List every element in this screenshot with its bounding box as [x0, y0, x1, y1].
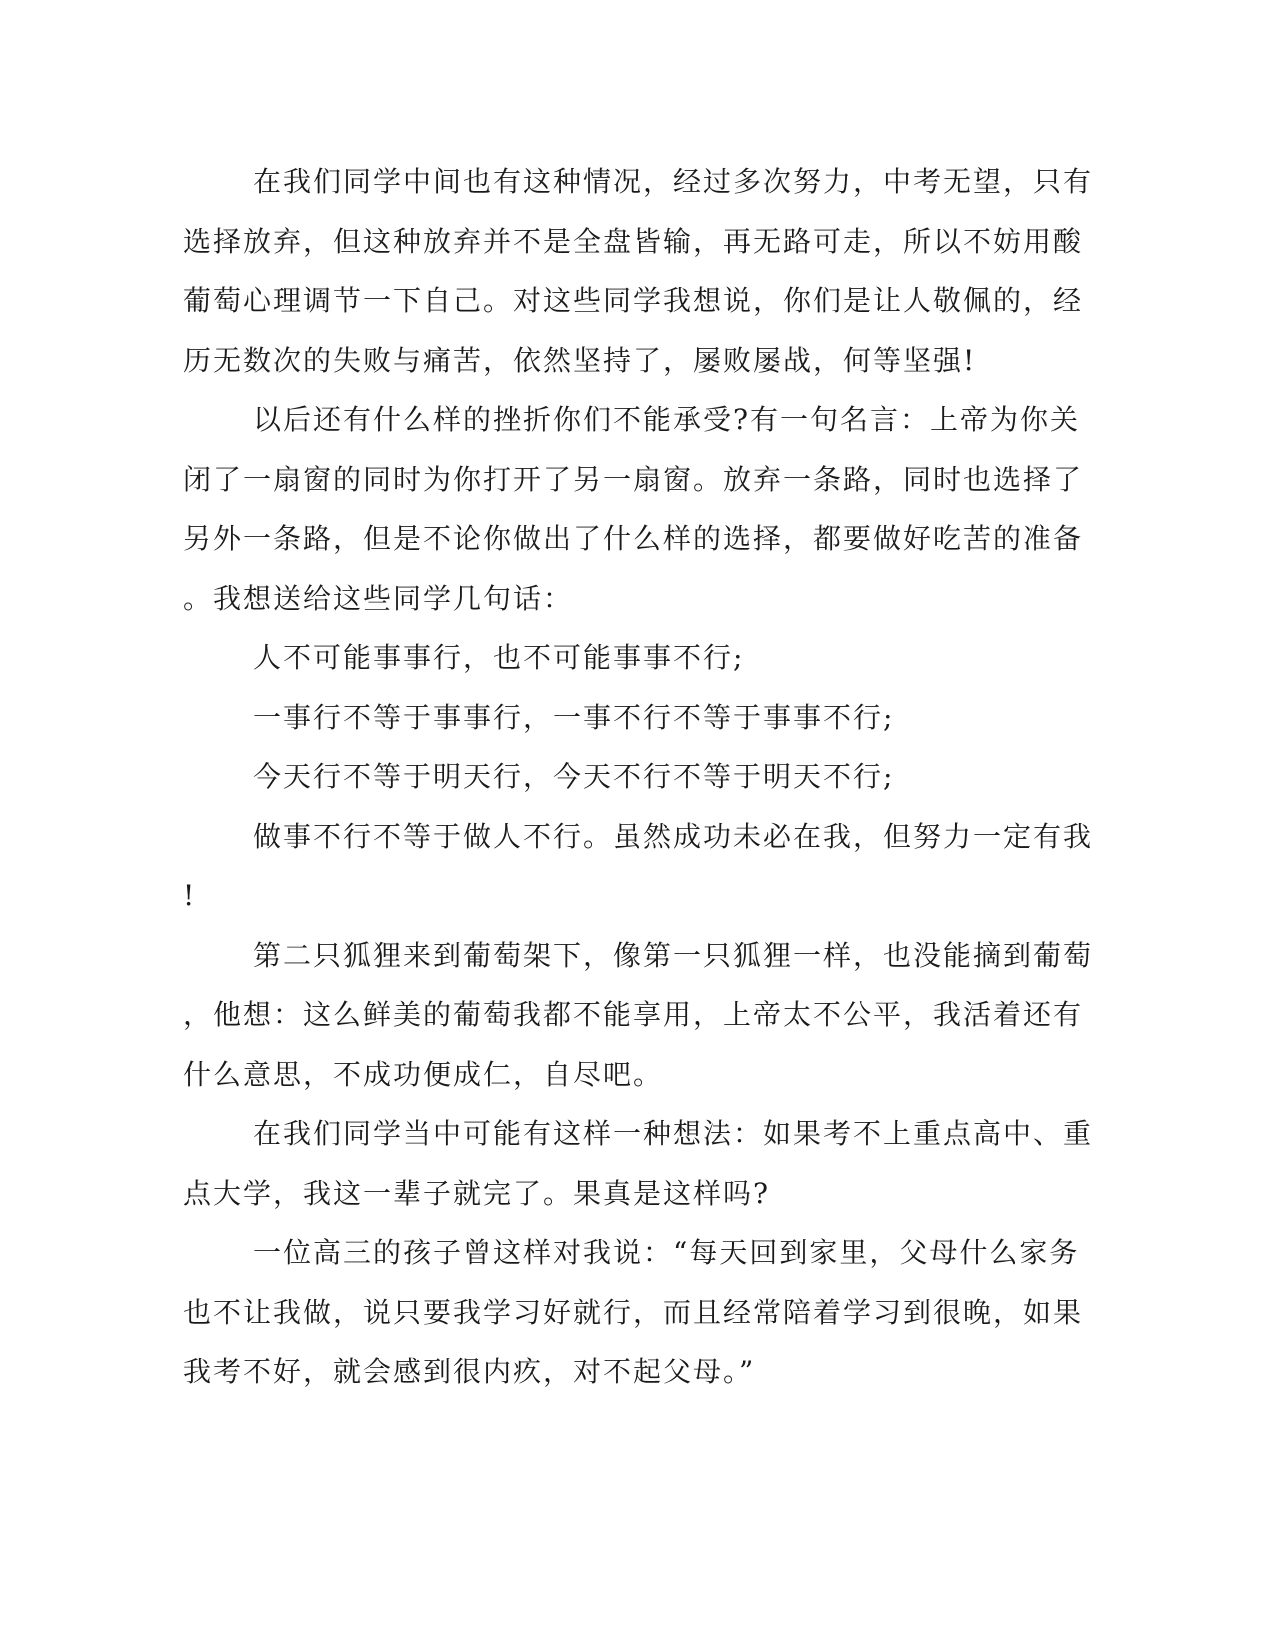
text-line: 人不可能事事行，也不可能事事不行; — [253, 641, 745, 674]
text-line: 做事不行不等于做人不行。虽然成功未必在我，但努力一定有我 — [253, 819, 1094, 853]
text-line: 。我想送给这些同学几句话： — [183, 581, 574, 615]
text-line: 葡萄心理调节一下自己。对这些同学我想说，你们是让人敬佩的，经 — [183, 284, 1084, 317]
text-line: 什么意思，不成功便成仁，自尽吧。 — [183, 1057, 664, 1091]
text-line: 以后还有什么样的挫折你们不能承受?有一句名言：上帝为你关 — [253, 403, 1081, 436]
text-line: 一位高三的孩子曾这样对我说：“每天回到家里，父母什么家务 — [253, 1236, 1080, 1269]
text-line: 也不让我做，说只要我学习好就行，而且经常陪着学习到很晚，如果 — [183, 1295, 1084, 1329]
text-line: 历无数次的失败与痛苦，依然坚持了，屡败屡战，何等坚强! — [183, 343, 977, 377]
text-line: 一事行不等于事事行，一事不行不等于事事不行; — [253, 700, 895, 734]
text-line: 今天行不等于明天行，今天不行不等于明天不行; — [253, 760, 895, 793]
text-line: 在我们同学当中可能有这样一种想法：如果考不上重点高中、重 — [253, 1117, 1094, 1150]
body-text — [183, 152, 1094, 1402]
text-line: ，他想：这么鲜美的葡萄我都不能享用，上帝太不公平，我活着还有 — [183, 998, 1084, 1031]
text-line: 我考不好，就会感到很内疚，对不起父母。” — [183, 1355, 756, 1388]
text-line: 点大学，我这一辈子就完了。果真是这样吗? — [183, 1176, 771, 1210]
text-line: 选择放弃，但这种放弃并不是全盘皆输，再无路可走，所以不妨用酸 — [183, 224, 1084, 258]
text-line: 闭了一扇窗的同时为你打开了另一扇窗。放弃一条路，同时也选择了 — [183, 462, 1084, 496]
text-line: 第二只狐狸来到葡萄架下，像第一只狐狸一样，也没能摘到葡萄 — [253, 938, 1094, 972]
text-line: ! — [183, 879, 197, 912]
text-line: 在我们同学中间也有这种情况，经过多次努力，中考无望，只有 — [253, 165, 1094, 198]
text-line: 另外一条路，但是不论你做出了什么样的选择，都要做好吃苦的准备 — [183, 522, 1084, 555]
